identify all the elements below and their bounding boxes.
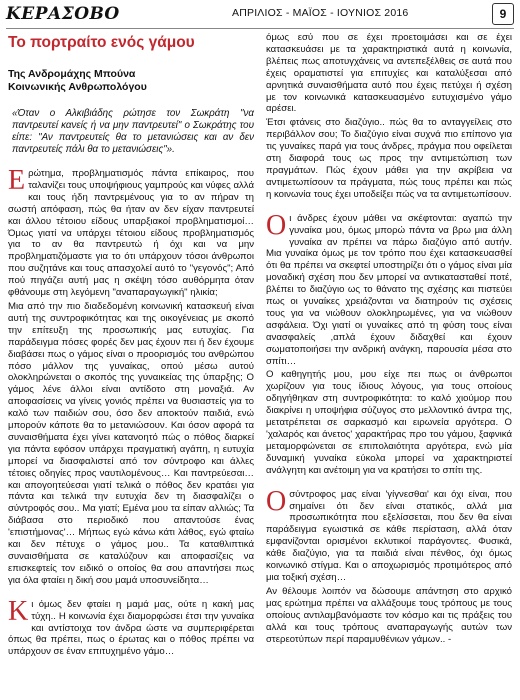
drop-cap: Ε xyxy=(8,165,26,196)
paragraph xyxy=(8,165,254,299)
paragraph: Αν θέλουμε λοιπόν να δώσουμε απάντηση στο αρχικό μας ερώτημα πρέπει να αλλάξουμε τους τρόπους με τους οποίους αντιλαμβανόμαστε τον κόσμο και τις πράξεις του αλλά και τους τρόπους αναπαραγωγής αυτών των στερεοτύπων περί παραμυθένιων γάμων.. - xyxy=(266,585,512,645)
paragraph: Έτσι φτάνεις στο διαζύγιο.. πώς θα το ανταγγείλεις στο περιβάλλον σου; Το διαζύγιο είναι συχνά πιο επίπονο για τις γυναίκες παρά για τους άνδρες, πράγμα που οφείλεται στη διαφορά τους ως προς την αντιμετώπιση των πραγμάτων. Πώς έχουν μάθει για την ακρίβεια να αντιμετωπίσουν τα πράγματα, πώς τους πρέπει και πώς η κοινωνία τους έχει υποδείξει πώς να τα αντιμετωπίσουν. xyxy=(266,117,512,200)
author-name: Της Ανδρομάχης Μπούνα xyxy=(8,68,136,80)
paragraph xyxy=(266,485,512,584)
drop-cap: Ο xyxy=(266,485,287,517)
newspaper-brand: ΚΕΡΑΣΟΒΟ xyxy=(6,4,120,24)
page-number: 9 xyxy=(492,3,514,25)
paragraph: Μια από την πιο διαδεδομένη κοινωνική κατασκευή είναι αυτή της συντροφικότητας και της οικογένειας με σκοπό την επίτευξη της προσωπικής μας ευτυχίας. Για παράδειγμα πόσες φορές δεν μας έχουν πει ή δεν έχουμε διαβάσει πως ο γάμος είναι ο προορισμός του ανθρώπου πόσο μάλλον της γυναίκας, οπού μέσω αυτού ολοκληρώνεται ο σκοπός της γυναικείας της ύπαρξης; Ο γάμος λένε άλλοι είναι αντίδοτο στη μοναξιά. Αν αποφασίσεις να γίνεις γονιός πρέπει να θυσιαστείς για το καλό των παιδιών σου, όσο δεν αποκτούν παιδιά, ενώ μπορούν κάποτε θα το μετανιώσουν. Και όσον αφορά τα συναισθήματα έχει γίνει κατανοητό πώς ο πόθος διαρκεί για πάντα εφόσον υπάρχει πραγματική αγάπη, η ευτυχία μπορεί να διασφαλιστεί από τον σύντροφο και άλλες τέτοιες οδηγίες προς ναυτιλομένους… Και παντρεύεσαι… και απογοητεύεσαι γιατί τελικά ο πόθος δεν κρατάει για πάντα και τελικά την ευτυχία δεν τη διασφαλίζει ο σύντροφός σου.. Μα γιατί; Εμένα μου τα είπαν αλλιώς; Τα διάβασα στο περιοδικό που απαντούσε ένας 'επιστήμονας'… Μήπως εγώ κάνω κάτι λάθος, εγώ φταίω και δεν πέτυχε ο γάμος μου.. Τα καταθλιπτικά συναισθήματα σε καταλύζουν και αποφασίζεις να επισκεφτείς τον ειδικό ο οποίος θα σου απαντήσει πως για όλα φταίει η δική σου μαμά υποσυνείδητα… xyxy=(8,300,254,586)
page-header xyxy=(0,0,520,30)
drop-cap: Κ xyxy=(8,595,29,627)
author-block xyxy=(8,68,254,94)
paragraph xyxy=(266,209,512,368)
paragraph-text: ι άνδρες έχουν μάθει να σκέφτονται: αγαπώ την γυναίκα μου, όμως μπορώ πάντα να βρω μια άλλη γυναίκα αν πρέπει να πάρω διαζύγιο από αυτήν. Μια γυναίκα όμως με τον τρόπο που έχει κατασκευασθεί ότι θα πρέπει να σκεφτεί υποστηρίζει ότι ο γάμος είναι μία μοναδική σχέση που δεν μπορεί να αντικατασταθεί ποτέ, βλέπει το διαζύγιο ως το θάνατο της σχέσης και πιστεύει πως οι γυναίκες χρειάζονται να διατηρούν τις σχέσεις τους για να νιώθουν ολοκληρωμένες, για να νιώθουν ασφάλεια. Όχι γιατί οι γυναίκες από τη φύση τους είναι ανασφαλείς ,απλά έχουν διδαχθεί και έχουν σωματοποιήσει την ανδρική ανάγκη, παρουσία μέσα στο σπίτι… xyxy=(266,212,512,367)
paragraph-text: ρώτημα, προβληματισμός πάντα επίκαιρος, που ταλανίζει τους υποψήφιους γαμπρούς και νύφες αλλά και τους ήδη παντρεμένους για το αν πήραν τη σωστή απόφαση, πώς θα ήταν αν δεν είχαν παντρευτεί και άλλου τέτοιου είδους υπαρξιακοί προβληματισμοί… Όμως γιατί να υπάρχει τέτοιου είδους προβληματισμός για το αν θα παντρευτώ ή όχι και να μην προβληματιζόμαστε για το ότι υπάρχουν τόσοι άνθρωποι που συζητάνε και τους απασχολεί αυτό το "γεγονός"; Από πού πηγάζει αυτή μας η σκέψη τόσο αυθόρμητα όταν φθάνουμε στη λεγόμενη "αναπαραγωγική" ηλικία; xyxy=(8,168,254,299)
drop-cap: Ο xyxy=(266,209,287,241)
left-column xyxy=(8,34,254,660)
paragraph: Ο καθηγητής μου, μου είχε πει πως οι άνθρωποι χωρίζουν για τους ίδιους λόγους, για τους οποίους οδηγήθηκαν στη συντροφικότητα: το καλό χιούμορ που διακρίνει η υποψήφια σύζυγος στο μελλοντικό άντρα της, μετατρέπεται σε σαρκασμό και ειρωνεία αργότερα. Ο 'χαλαρός και άνετος' χαρακτήρας προ του γάμου, ξαφνικά μεταμορφώνεται σε επιπολαιότητα αργότερα, ενώ μία δυναμική γυναίκα εύκολα μπορεί να χαρακτηριστεί ανάλγητη και ανέτοιμη για να κρατήσει το σπίτι της. xyxy=(266,369,512,476)
issue-date: ΑΠΡΙΛΙΟΣ - ΜΑΪΟΣ - ΙΟΥΝΙΟΣ 2016 xyxy=(232,7,409,19)
paragraph: όμως εσύ που σε έχει προετοιμάσει και σε έχει κατασκευάσει με τα χαρακτηριστικά αυτά η κοινωνία, βλέπεις πως αποτυγχάνεις να αντεπεξέλθεις σε αυτά που έχεις οραματιστεί για επιτυχίες και καταλύξεσαι από αρνητικά συναισθήματα αυτό που έχεις πετύχει ή σχέση με τον κοινωνικά κατασκευασμένο ευτυχισμένο γάμο αρέσει. xyxy=(266,32,512,115)
paragraph-text: σύντροφος μας είναι 'γίγνεσθαι' και όχι είναι, που σημαίνει ότι δεν είναι στατικός, αλλά μια προσωπικότητα που εξελίσσεται, που δεν θα είναι παράδειγμα εγωιστικά σε κάθε περίσταση, αλλά όταν εμφανίζονται ορισμένοι εκλυτικοί παράγοντες. Φυσικά, κάθε διαζύγιο, για τα παιδιά είναι πένθος, όχι όμως κοινωνικό στίγμα. Και ο αποχωρισμός προτιμότερος από μια τοξική σχέση… xyxy=(266,488,512,583)
paragraph xyxy=(8,595,254,659)
author-title: Κοινωνικής Ανθρωπολόγου xyxy=(8,81,147,93)
epigraph-quote: «Όταν ο Αλκιβιάδης ρώτησε τον Σωκράτη "να παντρευτεί κανείς ή να μην παντρευτεί" ο Σωκράτης του είπε: "Αν παντρευτείς θα το μετανιώσεις και αν δεν παντρευτείς πάλι θα το μετανιώσεις"». xyxy=(12,108,254,155)
article-title: Το πορτραίτο ενός γάμου xyxy=(8,34,195,51)
paragraph-text: ι όμως δεν φταίει η μαμά μας, ούτε η κακή μας τύχη.. Η κοινωνία έχει διαμορφώσει έτσι την γυναίκα και αντίστοιχα τον άνδρα ώστε να συμπεριφέρεται όπως θα πρέπει, πως ο έρωτας και ο πόθος πρέπει να υπάρχουν σε έναν επιτυχημένο γάμο… xyxy=(8,598,254,658)
right-column xyxy=(266,32,512,647)
header-rule xyxy=(6,28,514,29)
